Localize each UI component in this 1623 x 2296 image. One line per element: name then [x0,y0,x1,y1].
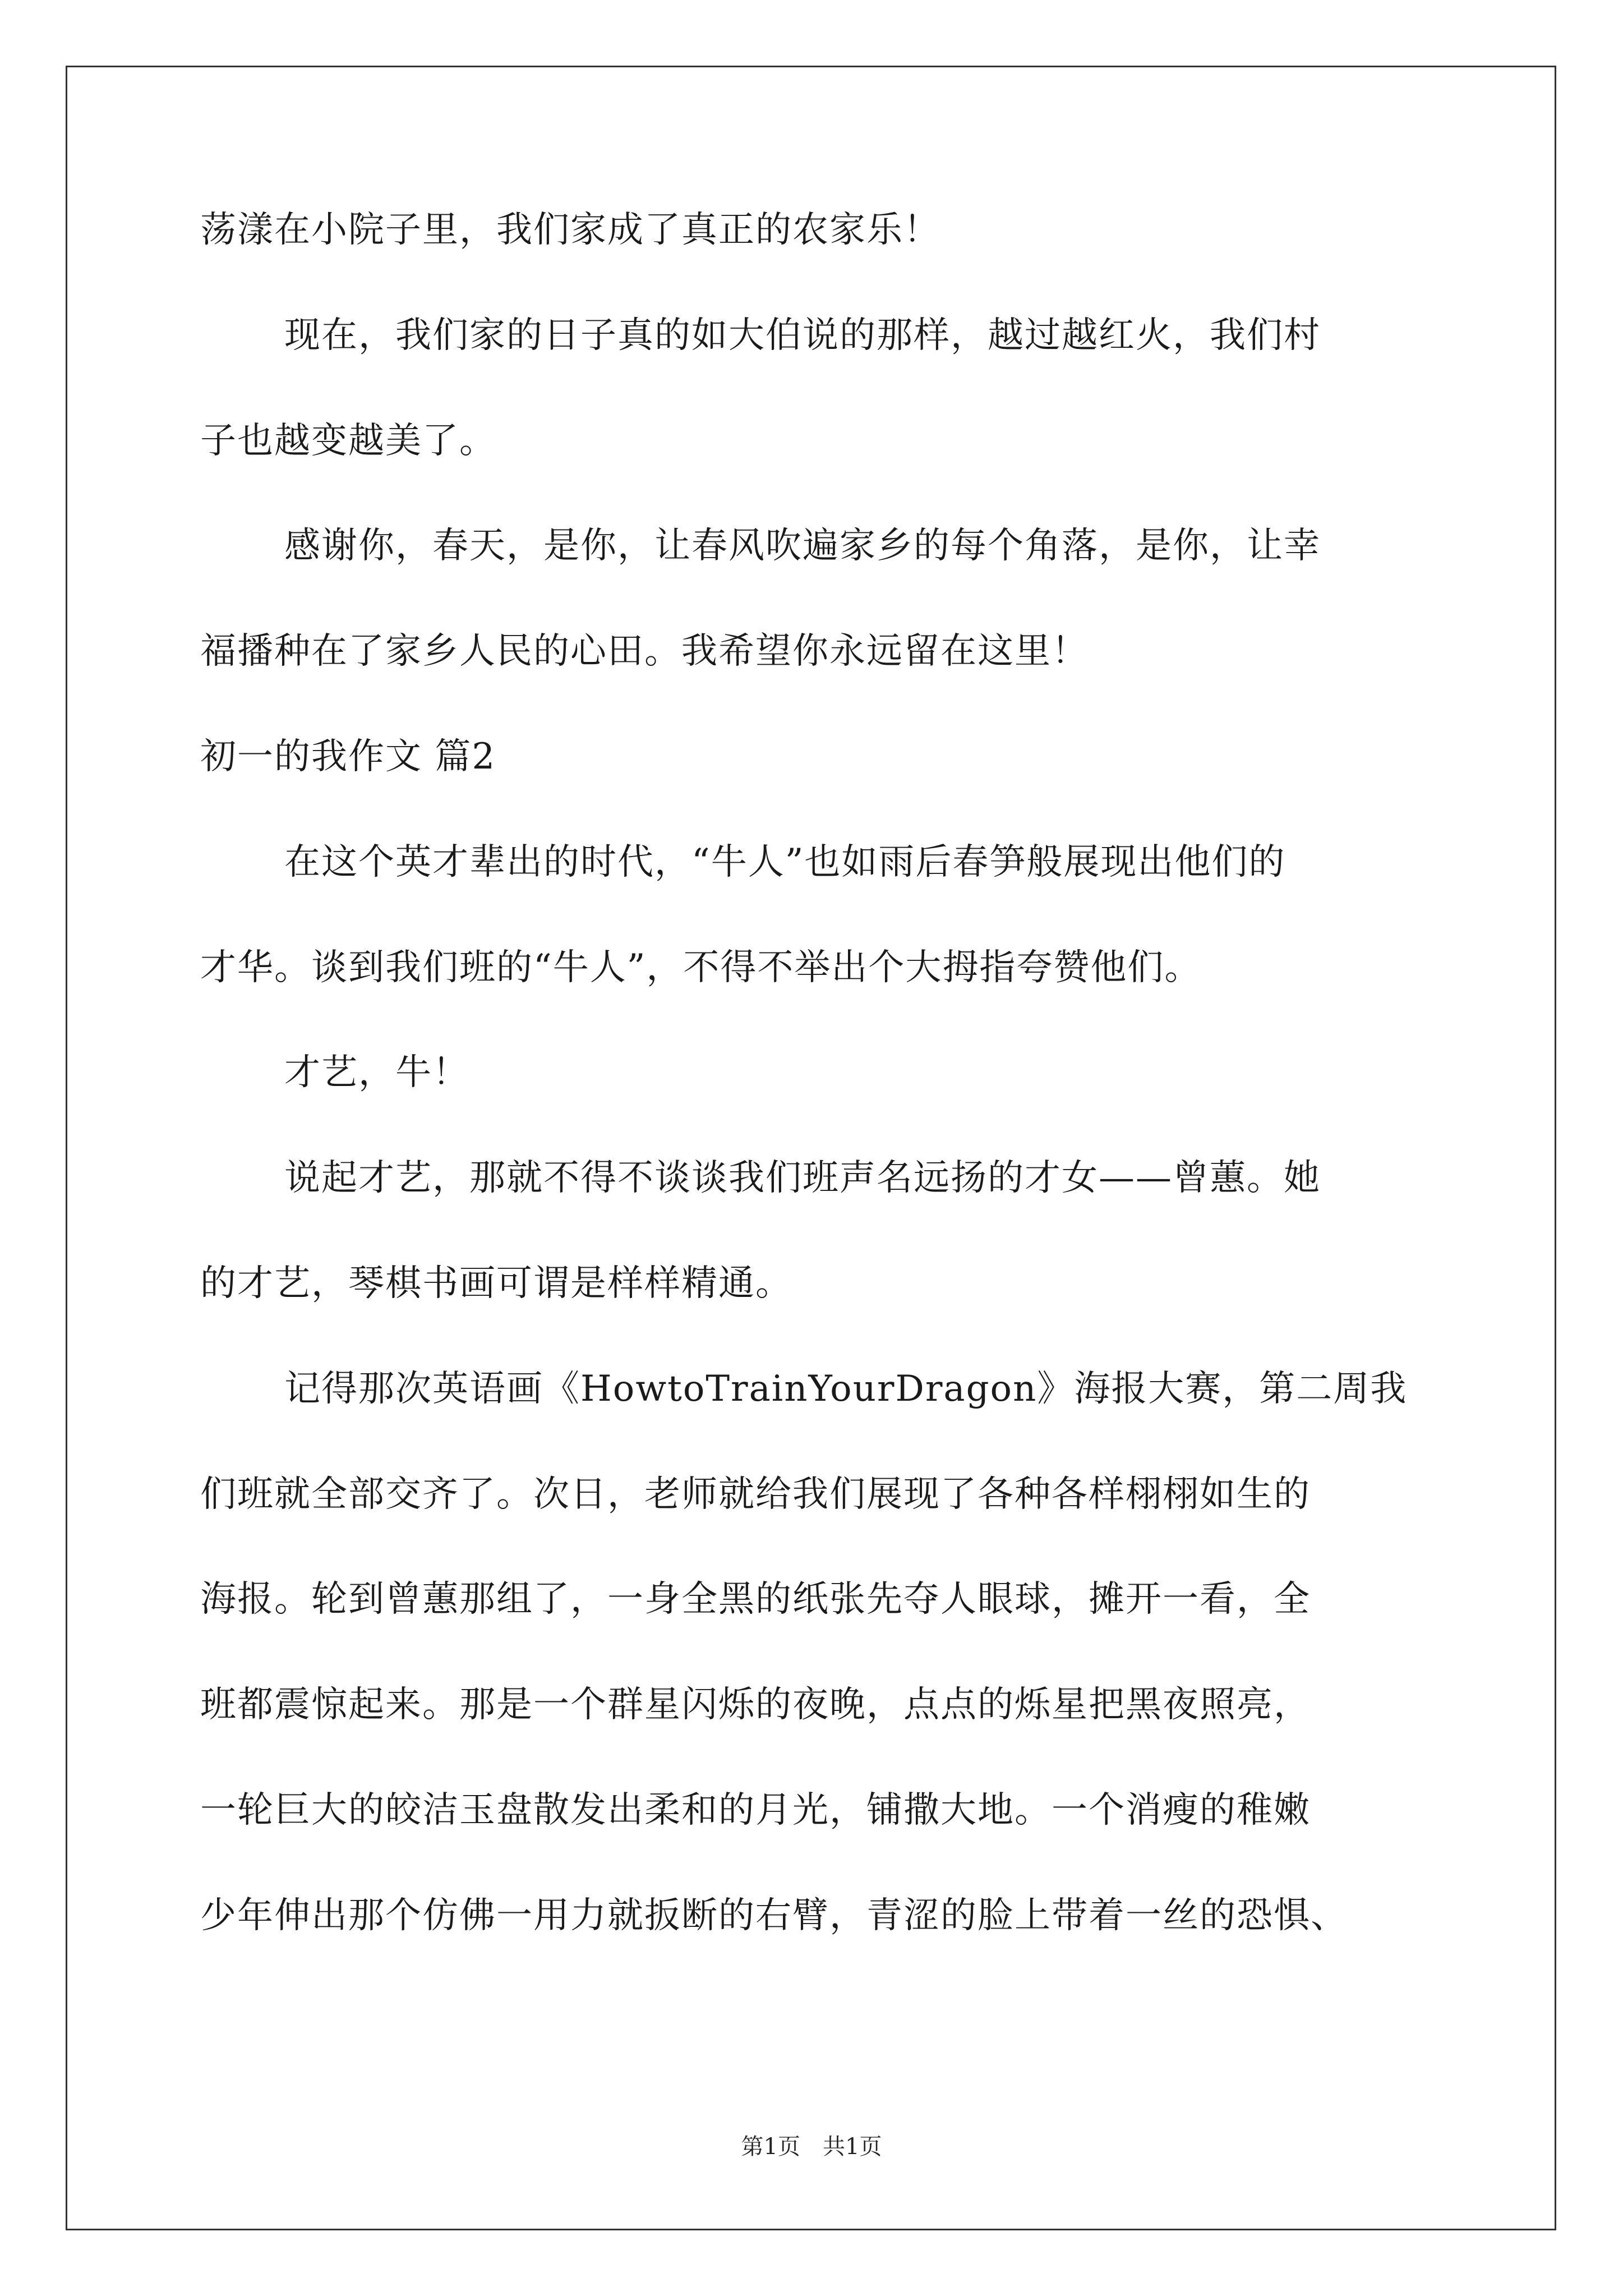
text-line: 荡漾在小院子里，我们家成了真正的农家乐！ [200,209,940,251]
section-heading: 初一的我作文 篇2 [200,736,496,777]
text-line: 感谢你，春天，是你，让春风吹遍家乡的每个角落，是你，让幸 [284,525,1321,567]
text-line: 才艺，牛！ [284,1052,469,1093]
text-line: 的才艺，琴棋书画可谓是样样精通。 [200,1263,792,1304]
text-line: 一轮巨大的皎洁玉盘散发出柔和的月光，铺撒大地。一个消瘦的稚嫩 [200,1789,1311,1831]
text-line: 才华。谈到我们班的“牛人”，不得不举出个大拇指夸赞他们。 [200,947,1202,988]
text-line: 子也越变越美了。 [200,420,496,462]
text-line: 在这个英才辈出的时代，“牛人”也如雨后春笋般展现出他们的 [284,841,1286,883]
text-line: 海报。轮到曾蕙那组了，一身全黑的纸张先夺人眼球，摊开一看，全 [200,1579,1311,1620]
text-line: 们班就全部交齐了。次日，老师就给我们展现了各种各样栩栩如生的 [200,1474,1311,1515]
text-line: 说起才艺，那就不得不谈谈我们班声名远扬的才女——曾蕙。她 [284,1157,1321,1199]
page-footer: 第1页 共1页 [741,2134,882,2160]
text-line: 现在，我们家的日子真的如大伯说的那样，越过越红火，我们村 [284,315,1321,356]
text-line: 班都震惊起来。那是一个群星闪烁的夜晚，点点的烁星把黑夜照亮， [200,1684,1311,1726]
text-line: 少年伸出那个仿佛一用力就扳断的右臂，青涩的脸上带着一丝的恐惧、 [200,1895,1348,1936]
text-line: 福播种在了家乡人民的心田。我希望你永远留在这里！ [200,631,1089,672]
text-line: 记得那次英语画《HowtoTrainYourDragon》海报大赛，第二周我 [284,1368,1408,1410]
